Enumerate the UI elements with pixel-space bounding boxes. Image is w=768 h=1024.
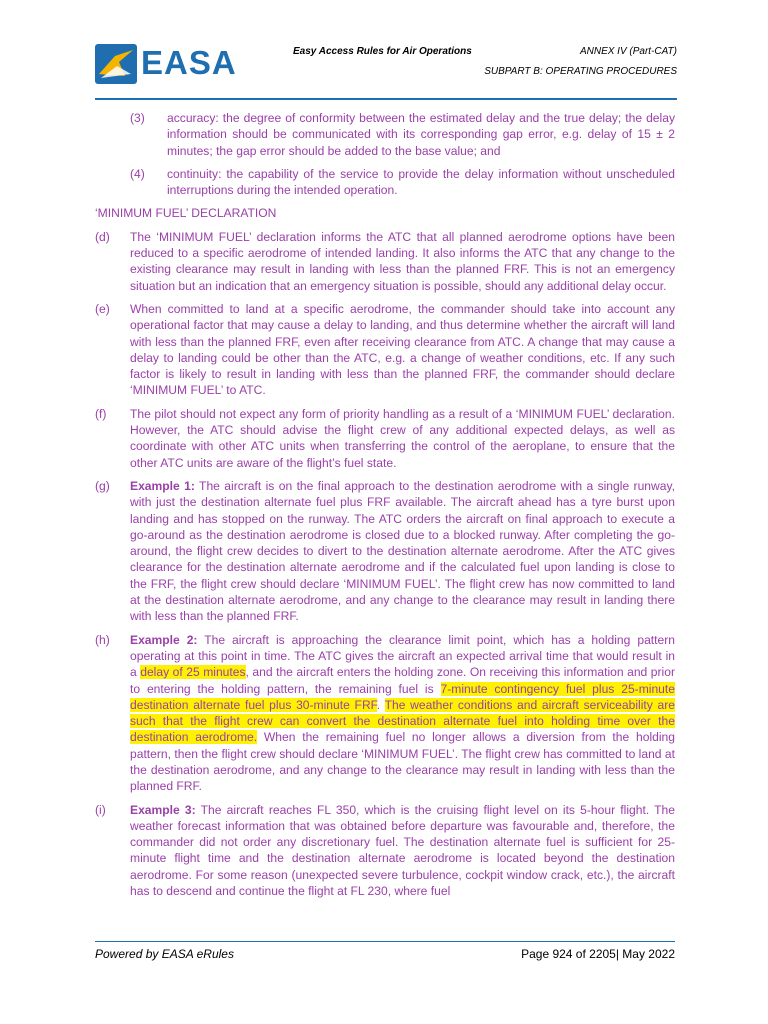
highlighted-text: delay of 25 minutes bbox=[140, 665, 246, 680]
item-label: (e) bbox=[95, 301, 110, 316]
item-text: accuracy: the degree of conformity between the estimated delay and the true delay; the delay information should be communicated with its corresponding gap error, e.g. delay of 15 ± 2 minutes; the gap error should be added to the base value; and bbox=[167, 111, 675, 158]
highlighted-text: 7-minute contingency fuel plus 25-minute destination alternate fuel plus 30-minute FRF bbox=[130, 681, 675, 712]
page-header bbox=[95, 40, 677, 100]
example-label: Example 1: bbox=[130, 478, 195, 493]
item-text: The ‘MINIMUM FUEL’ declaration informs the ATC that all planned aerodrome options have been reduced to a specific aerodrome of intended landing. It also informs the ATC that any change to the existing clearance may result in landing with less than the planned FRF. This is not an emergency situation but an indication that an emergency situation is possible, should any additional delay occur. bbox=[130, 229, 675, 293]
item-text: continuity: the capability of the service to provide the delay information without unscheduled interruptions during the intended operation. bbox=[167, 166, 675, 198]
list-item-4 bbox=[95, 166, 675, 199]
easa-logo bbox=[95, 44, 237, 88]
item-text: When committed to land at a specific aerodrome, the commander should take into account any operational factor that may cause a delay to landing, and thus determine whether the aircraft will land with less than the planned FRF, even after receiving clearance from ATC. A change that may cause a delay to landing could be other than the ATC, e.g. a change of weather conditions, etc. If any such factor is likely to result in landing with less than the planned FRF, the commander should declare ‘MINIMUM FUEL’ to ATC. bbox=[130, 301, 675, 398]
item-text bbox=[130, 632, 675, 795]
item-text bbox=[130, 478, 675, 625]
paragraph-i bbox=[95, 802, 675, 900]
example-text: The aircraft reaches FL 350, which is the cruising flight level on its 5-hour flight. The weather forecast information that was obtained before departure was favourable and, therefore, the commander did not order any discretionary fuel. The destination alternate fuel is sufficient for 25-minute flight time and the destination alternate aerodrome is located beyond the destination aerodrome. For some reason (unexpected severe turbulence, cockpit window crack, etc.), the aircraft has to descend and continue the flight at FL 230, where fuel bbox=[130, 802, 676, 899]
example-text: . bbox=[376, 697, 385, 712]
item-text: The pilot should not expect any form of priority handling as a result of a ‘MINIMUM FUEL’ declaration. However, the ATC should advise the flight crew of any additional expected delays, as well as coordinate with other ATC units when transferring the control of the aeroplane, to ensure that the other ATC units are aware of the flight’s fuel state. bbox=[130, 406, 675, 470]
paragraph-h bbox=[95, 632, 675, 795]
item-label: (h) bbox=[95, 632, 110, 647]
paragraph-e bbox=[95, 301, 675, 399]
example-text: When the remaining fuel no longer allows a diversion from the holding pattern, then the flight crew should declare ‘MINIMUM FUEL’. The flight crew has committed to land at the destination aerodrome, and any change to the clearance may result in landing with less than the planned FRF. bbox=[130, 730, 676, 794]
item-label: (d) bbox=[95, 229, 110, 244]
item-text bbox=[130, 802, 675, 900]
item-label: (i) bbox=[95, 802, 106, 817]
paragraph-g bbox=[95, 478, 675, 625]
example-text: The aircraft is on the final approach to the destination aerodrome with a single runway, with just the destination alternate fuel plus FRF available. The aircraft ahead has a tyre burst upon landing and has stopped on the runway. The ATC orders the aircraft on final approach to execute a go-around as the destination aerodrome is closed due to a blocked runway. After completing the go-around, the flight crew decides to divert to the destination alternate aerodrome. After the ATC gives clearance for the destination alternate aerodrome and if the calculated fuel upon landing is close to the FRF, the flight crew should declare ‘MINIMUM FUEL’. The flight crew has now committed to land at the destination alternate aerodrome, and any change to the clearance may result in landing there with less than the planned FRF. bbox=[130, 478, 675, 624]
footer-page-info: Page 924 of 2205| May 2022 bbox=[521, 947, 675, 961]
item-label: (f) bbox=[95, 406, 107, 421]
paragraph-d bbox=[95, 229, 675, 294]
item-label: (3) bbox=[130, 111, 145, 125]
example-label: Example 3: bbox=[130, 802, 196, 817]
subpart-label: SUBPART B: OPERATING PROCEDURES bbox=[484, 66, 677, 77]
example-label: Example 2: bbox=[130, 632, 198, 647]
example-text: , and the aircraft enters the holding zone. On receiving this information and prior to entering the holding pattern, the remaining fuel is bbox=[130, 665, 675, 696]
paragraph-f bbox=[95, 406, 675, 471]
item-label: (g) bbox=[95, 478, 110, 493]
logo-text: EASA bbox=[141, 44, 237, 81]
highlighted-text: The weather conditions and aircraft serviceability are such that the flight crew can convert the destination alternate fuel into holding time over the destination aerodrome. bbox=[130, 697, 675, 745]
easa-emblem-icon bbox=[95, 44, 139, 84]
page-body bbox=[95, 110, 675, 906]
example-text: The aircraft is approaching the clearance limit point, which has a holding pattern operating at this point in time. The ATC gives the aircraft an expected arrival time that would result in a bbox=[130, 632, 675, 680]
document-title: Easy Access Rules for Air Operations bbox=[293, 46, 472, 57]
section-heading: ‘MINIMUM FUEL’ DECLARATION bbox=[95, 206, 277, 221]
list-item-3 bbox=[95, 110, 675, 159]
annex-label: ANNEX IV (Part-CAT) bbox=[579, 46, 677, 57]
item-label: (4) bbox=[130, 166, 145, 181]
footer-powered-by: Powered by EASA eRules bbox=[95, 947, 234, 961]
page-footer bbox=[95, 941, 675, 961]
